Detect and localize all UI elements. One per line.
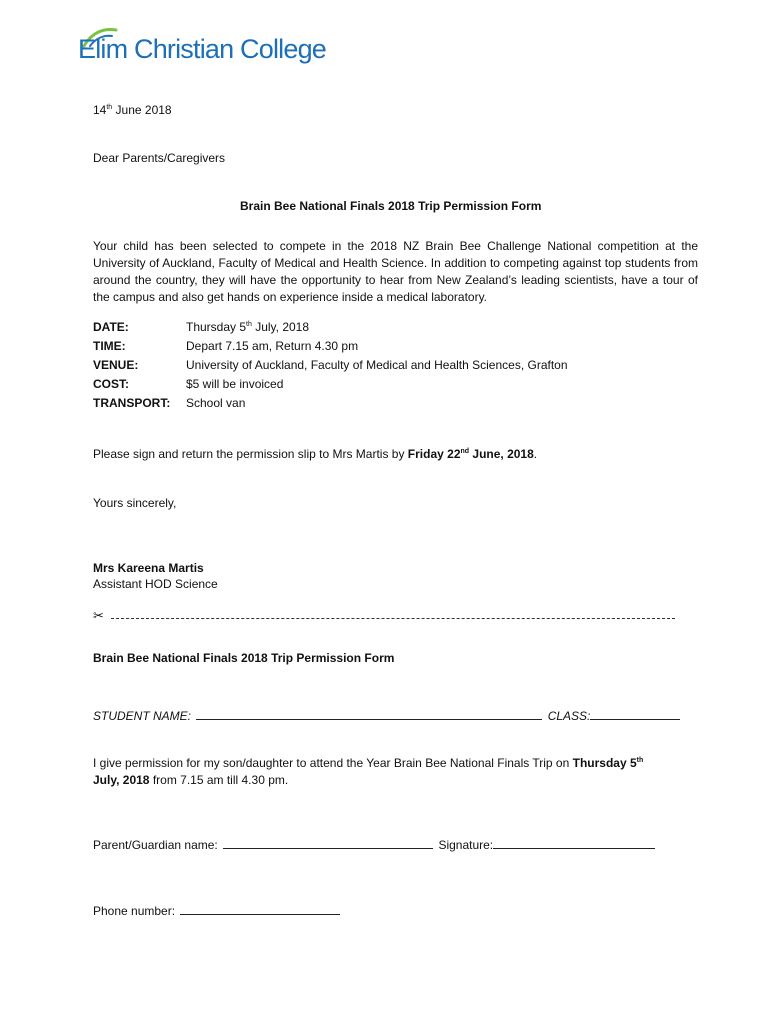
dashed-divider bbox=[111, 618, 675, 619]
detail-label: DATE: bbox=[93, 320, 129, 334]
return-instructions: Please sign and return the permission slip to Mrs Martis by Friday 22nd June, 2018. bbox=[93, 447, 538, 461]
class-label: CLASS: bbox=[547, 709, 591, 723]
guardian-name-field[interactable] bbox=[223, 836, 433, 849]
letter-title: Brain Bee National Finals 2018 Trip Permission Form bbox=[240, 199, 542, 213]
guardian-row bbox=[93, 836, 657, 852]
detail-value: University of Auckland, Faculty of Medical and Health Sciences, Grafton bbox=[186, 358, 568, 372]
detail-value: School van bbox=[186, 396, 246, 410]
phone-field[interactable] bbox=[180, 902, 340, 915]
scissors-icon: ✂ bbox=[93, 608, 104, 623]
school-logo bbox=[72, 26, 332, 74]
detail-label: TRANSPORT: bbox=[93, 396, 171, 410]
guardian-label: Parent/Guardian name: bbox=[93, 838, 218, 852]
student-name-label: STUDENT NAME: bbox=[93, 709, 192, 723]
logo-text: Elim Christian College bbox=[78, 34, 326, 64]
cut-line bbox=[93, 610, 675, 624]
slip-title: Brain Bee National Finals 2018 Trip Permission Form bbox=[93, 651, 395, 665]
class-field[interactable] bbox=[590, 707, 680, 720]
closing: Yours sincerely, bbox=[93, 496, 177, 510]
student-name-field[interactable] bbox=[196, 707, 542, 720]
signature-field[interactable] bbox=[493, 836, 655, 849]
detail-value: Thursday 5th July, 2018 bbox=[186, 320, 310, 334]
greeting: Dear Parents/Caregivers bbox=[93, 151, 226, 165]
letter-body: Your child has been selected to compete in the 2018 NZ Brain Bee Challenge National competition at the University of Auckland, Faculty of Medical and Health Science. In addition to competing against top students from around the country, they will have the opportunity to hear from New Zealand’s leading scientists, have a tour of the campus and also get hands on experience inside a medical laboratory. bbox=[93, 239, 698, 304]
phone-label: Phone number: bbox=[93, 904, 176, 918]
permission-line-1: I give permission for my son/daughter to attend the Year Brain Bee National Finals Trip on Thursday 5th bbox=[93, 756, 644, 770]
signer-role: Assistant HOD Science bbox=[93, 577, 218, 591]
detail-label: VENUE: bbox=[93, 358, 139, 372]
detail-value: $5 will be invoiced bbox=[186, 377, 284, 391]
detail-value: Depart 7.15 am, Return 4.30 pm bbox=[186, 339, 359, 353]
detail-label: TIME: bbox=[93, 339, 126, 353]
detail-label: COST: bbox=[93, 377, 129, 391]
letter-date: 14th June 2018 bbox=[93, 103, 172, 117]
permission-line-2: July, 2018 from 7.15 am till 4.30 pm. bbox=[93, 773, 289, 787]
signature-label: Signature: bbox=[438, 838, 494, 852]
phone-row bbox=[93, 902, 342, 918]
signer-name: Mrs Kareena Martis bbox=[93, 561, 204, 575]
student-name-row bbox=[93, 707, 682, 723]
